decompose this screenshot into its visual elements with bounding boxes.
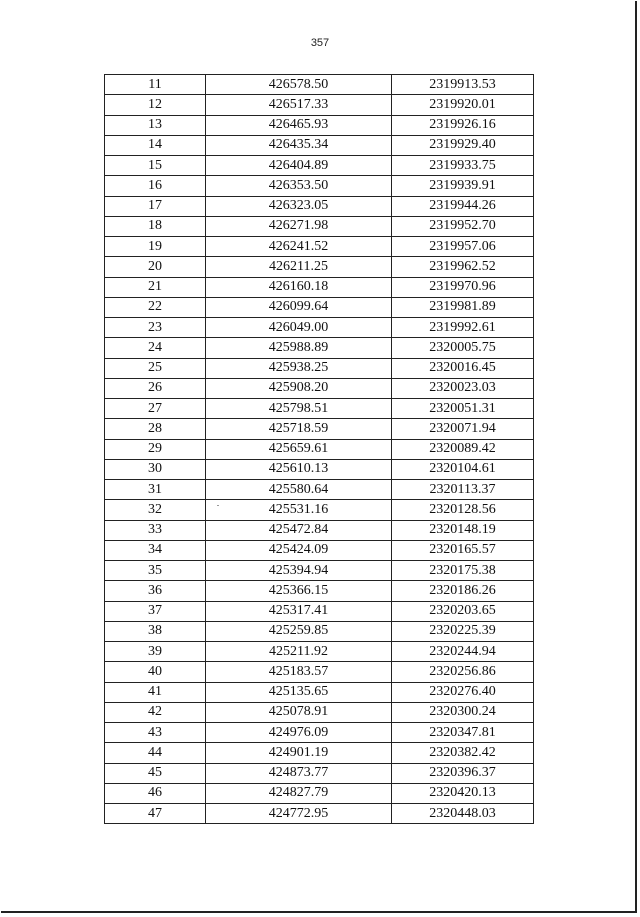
easting-cell: 426465.93 <box>206 115 392 135</box>
easting-cell: 425610.13 <box>206 459 392 479</box>
northing-cell: 2320225.39 <box>392 621 534 641</box>
table-row <box>105 237 534 257</box>
northing-cell: 2319992.61 <box>392 318 534 338</box>
point-number-cell: 33 <box>105 520 206 540</box>
table-row <box>105 783 534 803</box>
easting-cell: 425135.65 <box>206 682 392 702</box>
table-row <box>105 338 534 358</box>
table-row <box>105 257 534 277</box>
point-number-cell: 14 <box>105 135 206 155</box>
easting-cell: 426241.52 <box>206 237 392 257</box>
northing-cell: 2319933.75 <box>392 156 534 176</box>
easting-cell: 426404.89 <box>206 156 392 176</box>
northing-cell: 2320165.57 <box>392 540 534 560</box>
northing-cell: 2319957.06 <box>392 237 534 257</box>
point-number-cell: 13 <box>105 115 206 135</box>
northing-cell: 2320051.31 <box>392 399 534 419</box>
table-row <box>105 723 534 743</box>
table-row <box>105 459 534 479</box>
easting-cell: 426271.98 <box>206 216 392 236</box>
easting-cell: 425211.92 <box>206 642 392 662</box>
easting-cell: 425394.94 <box>206 561 392 581</box>
table-row <box>105 115 534 135</box>
northing-cell: 2319970.96 <box>392 277 534 297</box>
table-row <box>105 480 534 500</box>
easting-cell: 424901.19 <box>206 743 392 763</box>
northing-cell: 2320016.45 <box>392 358 534 378</box>
table-row <box>105 358 534 378</box>
point-number-cell: 19 <box>105 237 206 257</box>
northing-cell: 2319913.53 <box>392 75 534 95</box>
easting-cell: 426578.50 <box>206 75 392 95</box>
table-row <box>105 378 534 398</box>
table-row <box>105 561 534 581</box>
easting-cell: 424976.09 <box>206 723 392 743</box>
northing-cell: 2320005.75 <box>392 338 534 358</box>
point-number-cell: 24 <box>105 338 206 358</box>
table-row <box>105 277 534 297</box>
northing-cell: 2320244.94 <box>392 642 534 662</box>
northing-cell: 2320276.40 <box>392 682 534 702</box>
easting-cell: 425259.85 <box>206 621 392 641</box>
point-number-cell: 43 <box>105 723 206 743</box>
point-number-cell: 45 <box>105 763 206 783</box>
easting-cell: 425472.84 <box>206 520 392 540</box>
point-number-cell: 15 <box>105 156 206 176</box>
table-row <box>105 135 534 155</box>
northing-cell: 2320104.61 <box>392 459 534 479</box>
point-number-cell: 41 <box>105 682 206 702</box>
northing-cell: 2319981.89 <box>392 297 534 317</box>
easting-cell: 425580.64 <box>206 480 392 500</box>
easting-cell: 425988.89 <box>206 338 392 358</box>
northing-cell: 2320089.42 <box>392 439 534 459</box>
easting-cell: 425718.59 <box>206 419 392 439</box>
point-number-cell: 35 <box>105 561 206 581</box>
table-row <box>105 439 534 459</box>
table-row <box>105 196 534 216</box>
table-row <box>105 95 534 115</box>
point-number-cell: 27 <box>105 399 206 419</box>
northing-cell: 2320148.19 <box>392 520 534 540</box>
northing-cell: 2320396.37 <box>392 763 534 783</box>
point-number-cell: 23 <box>105 318 206 338</box>
table-row <box>105 702 534 722</box>
northing-cell: 2320420.13 <box>392 783 534 803</box>
easting-cell: 426323.05 <box>206 196 392 216</box>
easting-cell: 426353.50 <box>206 176 392 196</box>
point-number-cell: 17 <box>105 196 206 216</box>
table-row <box>105 500 534 520</box>
point-number-cell: 18 <box>105 216 206 236</box>
easting-cell: 425659.61 <box>206 439 392 459</box>
northing-cell: 2319944.26 <box>392 196 534 216</box>
northing-cell: 2320448.03 <box>392 804 534 824</box>
coordinates-table <box>104 74 534 824</box>
easting-cell: 425424.09 <box>206 540 392 560</box>
northing-cell: 2319952.70 <box>392 216 534 236</box>
northing-cell: 2320256.86 <box>392 662 534 682</box>
point-number-cell: 39 <box>105 642 206 662</box>
northing-cell: 2319920.01 <box>392 95 534 115</box>
northing-cell: 2320023.03 <box>392 378 534 398</box>
northing-cell: 2320128.56 <box>392 500 534 520</box>
point-number-cell: 36 <box>105 581 206 601</box>
point-number-cell: 30 <box>105 459 206 479</box>
table-row <box>105 318 534 338</box>
point-number-cell: 34 <box>105 540 206 560</box>
northing-cell: 2319939.91 <box>392 176 534 196</box>
northing-cell: 2320175.38 <box>392 561 534 581</box>
point-number-cell: 46 <box>105 783 206 803</box>
table-row <box>105 419 534 439</box>
point-number-cell: 28 <box>105 419 206 439</box>
table-row <box>105 743 534 763</box>
easting-cell: 425366.15 <box>206 581 392 601</box>
easting-cell: 426160.18 <box>206 277 392 297</box>
point-number-cell: 25 <box>105 358 206 378</box>
easting-cell: 425078.91 <box>206 702 392 722</box>
table-row <box>105 581 534 601</box>
point-number-cell: 21 <box>105 277 206 297</box>
northing-cell: 2320347.81 <box>392 723 534 743</box>
point-number-cell: 26 <box>105 378 206 398</box>
point-number-cell: 12 <box>105 95 206 115</box>
point-number-cell: 29 <box>105 439 206 459</box>
table-row <box>105 156 534 176</box>
northing-cell: 2320300.24 <box>392 702 534 722</box>
table-row <box>105 176 534 196</box>
easting-cell: 424827.79 <box>206 783 392 803</box>
point-number-cell: 40 <box>105 662 206 682</box>
point-number-cell: 42 <box>105 702 206 722</box>
easting-cell: 426435.34 <box>206 135 392 155</box>
point-number-cell: 44 <box>105 743 206 763</box>
table-row <box>105 804 534 824</box>
table-row <box>105 621 534 641</box>
point-number-cell: 20 <box>105 257 206 277</box>
table-row <box>105 540 534 560</box>
table-row <box>105 682 534 702</box>
table-row <box>105 642 534 662</box>
page-number: 357 <box>310 37 330 49</box>
northing-cell: 2320203.65 <box>392 601 534 621</box>
northing-cell: 2319929.40 <box>392 135 534 155</box>
easting-cell: 425317.41 <box>206 601 392 621</box>
easting-cell: 424772.95 <box>206 804 392 824</box>
table-row <box>105 75 534 95</box>
easting-cell: 424873.77 <box>206 763 392 783</box>
easting-cell: 425531.16 <box>206 500 392 520</box>
northing-cell: 2320186.26 <box>392 581 534 601</box>
point-number-cell: 38 <box>105 621 206 641</box>
easting-cell: 426211.25 <box>206 257 392 277</box>
point-number-cell: 37 <box>105 601 206 621</box>
easting-cell: 425183.57 <box>206 662 392 682</box>
point-number-cell: 11 <box>105 75 206 95</box>
scan-speck <box>217 505 219 506</box>
easting-cell: 426049.00 <box>206 318 392 338</box>
easting-cell: 425798.51 <box>206 399 392 419</box>
point-number-cell: 32 <box>105 500 206 520</box>
easting-cell: 426099.64 <box>206 297 392 317</box>
northing-cell: 2319962.52 <box>392 257 534 277</box>
table-row <box>105 662 534 682</box>
table-row <box>105 520 534 540</box>
point-number-cell: 47 <box>105 804 206 824</box>
point-number-cell: 31 <box>105 480 206 500</box>
table-row <box>105 216 534 236</box>
coordinates-table-body <box>105 75 534 824</box>
northing-cell: 2320071.94 <box>392 419 534 439</box>
northing-cell: 2319926.16 <box>392 115 534 135</box>
table-row <box>105 297 534 317</box>
table-row <box>105 763 534 783</box>
point-number-cell: 16 <box>105 176 206 196</box>
easting-cell: 425938.25 <box>206 358 392 378</box>
easting-cell: 426517.33 <box>206 95 392 115</box>
point-number-cell: 22 <box>105 297 206 317</box>
table-row <box>105 399 534 419</box>
northing-cell: 2320113.37 <box>392 480 534 500</box>
table-row <box>105 601 534 621</box>
northing-cell: 2320382.42 <box>392 743 534 763</box>
easting-cell: 425908.20 <box>206 378 392 398</box>
